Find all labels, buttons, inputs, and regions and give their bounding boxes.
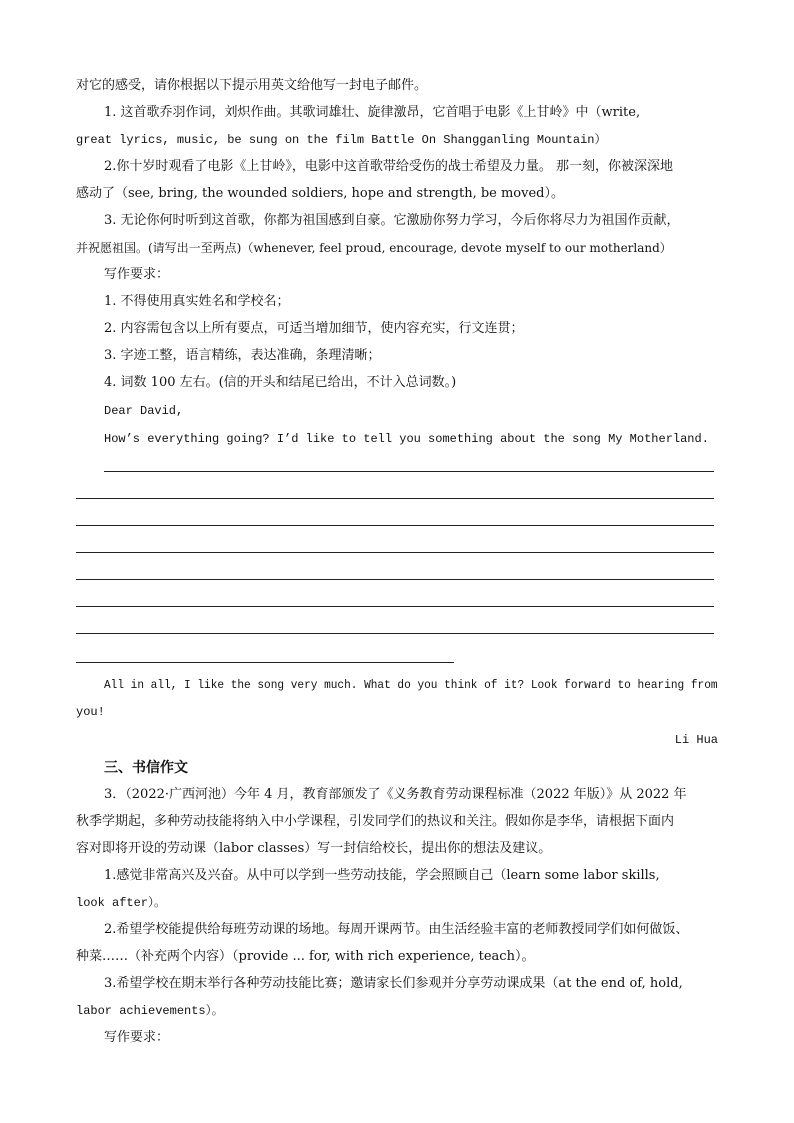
section3-point-3-line1: 3.希望学校在期末举行各种劳动技能比赛；邀请家长们参观并分享劳动课成果（at the end of, hold, — [104, 976, 683, 991]
answer-line-3[interactable] — [76, 525, 714, 526]
answer-line-1[interactable] — [104, 471, 714, 472]
section3-intro-line2: 秋季学期起，多种劳动技能将纳入中小学课程，引发同学们的热议和关注。假如你是李华，请根据下面内 — [76, 814, 675, 829]
task2-intro-tail: 对它的感受，请你根据以下提示用英文给他写一封电子邮件。 — [76, 78, 428, 93]
section3-intro-line3: 容对即将开设的劳动课（labor classes）写一封信给校长，提出你的想法及建议。 — [76, 841, 552, 856]
task2-point-2-line1: 2.你十岁时观看了电影《上甘岭》，电影中这首歌带给受伤的战士希望及力量。 那一刻，你被深深地 — [104, 159, 674, 174]
section3-title: 三、书信作文 — [104, 760, 188, 776]
answer-line-5[interactable] — [76, 579, 714, 580]
task2-point-3-line2: 并祝愿祖国。(请写出一至两点)（whenever, feel proud, encourage, devote myself to our motherland） — [76, 241, 672, 255]
task2-point-1-line2: great lyrics, music, be sung on the film Battle On Shangganling Mountain） — [76, 133, 607, 147]
task2-point-3-line1: 3. 无论你何时听到这首歌，你都为祖国感到自豪。它激励你努力学习，今后你将尽力为祖国作贡献， — [104, 213, 680, 228]
letter-closing-line1: All in all, I like the song very much. What do you think of it? Look forward to hearing from — [104, 678, 718, 692]
task2-point-1-line1: 1. 这首歌乔羽作词，刘炽作曲。其歌词雄壮、旋律激昂，它首唱于电影《上甘岭》中（write, — [104, 105, 641, 120]
answer-line-2[interactable] — [76, 498, 714, 499]
task2-requirement-1: 1. 不得使用真实姓名和学校名； — [104, 294, 290, 309]
section3-point-1-line1: 1.感觉非常高兴及兴奋。从中可以学到一些劳动技能，学会照顾自己（learn some labor skills, — [104, 868, 660, 883]
answer-line-4[interactable] — [76, 552, 714, 553]
answer-line-6[interactable] — [76, 606, 714, 607]
letter-opening: How’s everything going? I’d like to tell you something about the song My Motherland. — [104, 432, 709, 446]
section3-point-2-line2: 种菜……（补充两个内容）（provide ... for, with rich experience, teach）。 — [76, 949, 535, 964]
task2-requirement-4: 4. 词数 100 左右。(信的开头和结尾已给出，不计入总词数。) — [104, 375, 457, 390]
section3-requirements-title: 写作要求： — [104, 1030, 170, 1045]
letter-signature: Li Hua — [674, 733, 718, 747]
task2-point-2-line2: 感动了（see, bring, the wounded soldiers, hope and strength, be moved）。 — [76, 186, 564, 201]
section3-point-3-line2: labor achievements）。 — [76, 1004, 224, 1018]
task2-requirements-title: 写作要求： — [104, 267, 170, 282]
letter-closing-line2: you! — [76, 705, 105, 719]
section3-point-2-line1: 2.希望学校能提供给每班劳动课的场地。每周开课两节。由生活经验丰富的老师教授同学们如何做饭、 — [104, 922, 689, 937]
letter-greeting: Dear David, — [104, 404, 184, 418]
answer-line-7[interactable] — [76, 633, 714, 634]
answer-line-8[interactable] — [76, 662, 454, 663]
task2-requirement-2: 2. 内容需包含以上所有要点，可适当增加细节，使内容充实，行文连贯； — [104, 321, 524, 336]
section3-point-1-line2: look after）。 — [76, 896, 167, 910]
task2-requirement-3: 3. 字迹工整，语言精练，表达准确，条理清晰； — [104, 348, 381, 363]
section3-intro-line1: 3．（2022·广西河池）今年 4 月，教育部颁发了《义务教育劳动课程标准（2022 年版）》从 2022 年 — [104, 787, 687, 802]
